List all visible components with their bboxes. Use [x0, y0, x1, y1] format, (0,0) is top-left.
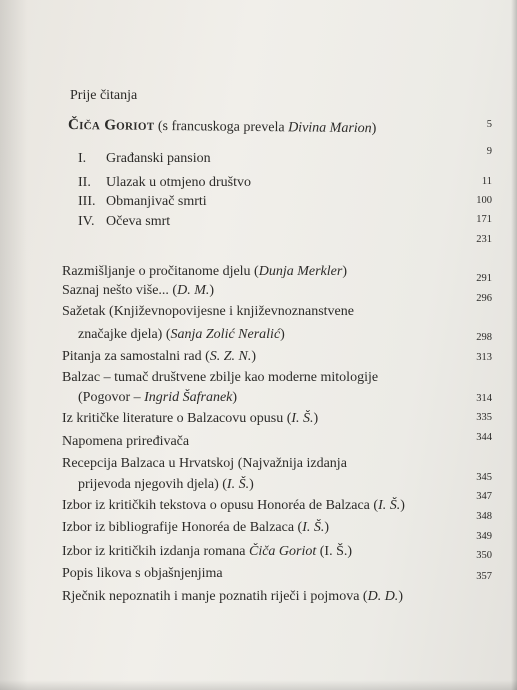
page-number: 335 — [476, 412, 492, 423]
entry-text: Popis likova s objašnjenjima — [62, 566, 223, 581]
entry-izbor-tekstova — [62, 498, 405, 514]
entry-text: Izbor iz kritičkih izdanja romana — [62, 544, 249, 559]
chapter-2-roman: II. — [78, 175, 91, 190]
page-number: 349 — [476, 531, 492, 542]
page-number: 231 — [476, 234, 492, 245]
entry-text: ) — [280, 327, 285, 342]
chapter-4-title: Očeva smrt — [106, 214, 171, 229]
entry-napomena — [62, 434, 189, 450]
entry-text: ) — [324, 520, 330, 535]
page-number: 313 — [476, 352, 492, 363]
page-number: 348 — [476, 511, 492, 522]
entry-author: S. Z. N. — [209, 349, 252, 364]
entry-text: Napomena priređivača — [62, 434, 190, 449]
page-number: 314 — [476, 393, 492, 404]
chapter-2 — [78, 175, 251, 191]
entry-text: Razmišljanje o pročitanome djelu ( — [62, 264, 259, 279]
entry-text: Saznaj nešto više... ( — [62, 283, 178, 298]
page-number: 357 — [476, 571, 492, 582]
chapter-3-title: Obmanjivač smrti — [106, 194, 207, 209]
page-number: 11 — [481, 176, 492, 187]
entry-recepcija-line2 — [78, 477, 254, 493]
page-number: 291 — [476, 273, 492, 284]
entry-rjecnik — [62, 589, 403, 605]
entry-sazetak-line1 — [62, 304, 354, 320]
entry-izbor-izdanja — [62, 544, 352, 560]
entry-text: ) — [400, 498, 405, 513]
entry-recepcija-line1 — [62, 456, 347, 472]
entry-title-italic: Čiča Goriot — [248, 544, 317, 559]
page-number: 347 — [476, 491, 492, 502]
entry-text: ) — [398, 589, 403, 604]
entry-text: ) — [249, 477, 254, 492]
main-title-suffix-post: ) — [371, 121, 377, 137]
entry-text: Izbor iz kritičkih tekstova o opusu Honoréa de Balzaca ( — [62, 498, 379, 513]
page-number: 344 — [476, 432, 492, 443]
entry-author: I. Š. — [302, 520, 325, 535]
entry-text: Sažetak (Književnopovijesne i književnoznanstvene — [62, 304, 354, 319]
entry-text: Izbor iz bibliografije Honoréa de Balzaca ( — [62, 520, 303, 535]
entry-text: Rječnik nepoznatih i manje poznatih riječi i pojmova ( — [62, 589, 368, 604]
page-number: 345 — [476, 472, 492, 483]
entry-text: ) — [232, 390, 238, 405]
entry-izbor-bibliografije — [62, 520, 329, 536]
toc-main-entry — [68, 117, 377, 137]
entry-razmisljanje — [62, 264, 347, 280]
entry-author: I. Š. — [226, 477, 250, 492]
page-number: 296 — [476, 293, 492, 304]
toc-heading: Prije čitanja — [70, 88, 138, 103]
entry-text: Iz kritičke literature o Balzacovu opusu ( — [62, 411, 292, 426]
entry-balzac-line2 — [78, 390, 237, 406]
chapter-1-title: Građanski pansion — [106, 151, 211, 166]
chapter-4-roman: IV. — [78, 214, 95, 229]
entry-text: (Pogovor – — [78, 390, 145, 405]
entry-author: Sanja Zolić Neralić — [170, 327, 281, 342]
page-number: 350 — [476, 550, 492, 561]
entry-balzac-line1 — [62, 370, 378, 386]
entry-text: Pitanja za samostalni rad ( — [62, 349, 210, 364]
entry-text: (I. Š.) — [316, 544, 353, 559]
entry-pitanja — [62, 349, 256, 365]
entry-text: ) — [342, 264, 347, 279]
chapter-2-title: Ulazak u otmjeno društvo — [106, 175, 252, 190]
entry-text: ) — [251, 349, 257, 364]
entry-text: Balzac – tumač društvene zbilje kao moderne mitologije — [62, 370, 379, 385]
entry-author: Ingrid Šafranek — [144, 390, 233, 405]
page-number: 9 — [486, 146, 492, 157]
entry-author: Dunja Merkler — [258, 264, 343, 279]
chapter-3-roman: III. — [78, 194, 96, 209]
page-number: 100 — [476, 195, 492, 206]
main-title-suffix-pre: (s francuskoga prevela — [157, 118, 289, 136]
entry-saznaj — [62, 283, 214, 299]
entry-iz-kriticke — [62, 411, 318, 427]
entry-author: I. Š. — [378, 498, 401, 513]
main-title: Čiča Goriot — [67, 117, 155, 134]
page-number: 5 — [486, 119, 492, 130]
chapter-1-roman: I. — [78, 151, 87, 166]
chapter-4 — [78, 214, 170, 230]
chapter-3 — [78, 194, 207, 210]
chapter-1 — [78, 151, 211, 167]
page-number: 171 — [476, 214, 492, 225]
entry-text: ) — [313, 411, 319, 426]
entry-text: značajke djela) ( — [78, 327, 171, 342]
entry-text: prijevoda njegovih djela) ( — [78, 477, 227, 492]
entry-author: D. D. — [367, 589, 399, 604]
entry-author: I. Š. — [291, 411, 314, 426]
page-number: 298 — [476, 332, 492, 343]
entry-author: D. M. — [177, 283, 210, 298]
entry-text: ) — [209, 283, 215, 298]
main-title-translator: Divina Marion — [288, 120, 372, 137]
entry-popis-likova — [62, 566, 223, 582]
entry-text: Recepcija Balzaca u Hrvatskoj (Najvažnija izdanja — [62, 456, 347, 471]
entry-sazetak-line2 — [78, 327, 285, 343]
